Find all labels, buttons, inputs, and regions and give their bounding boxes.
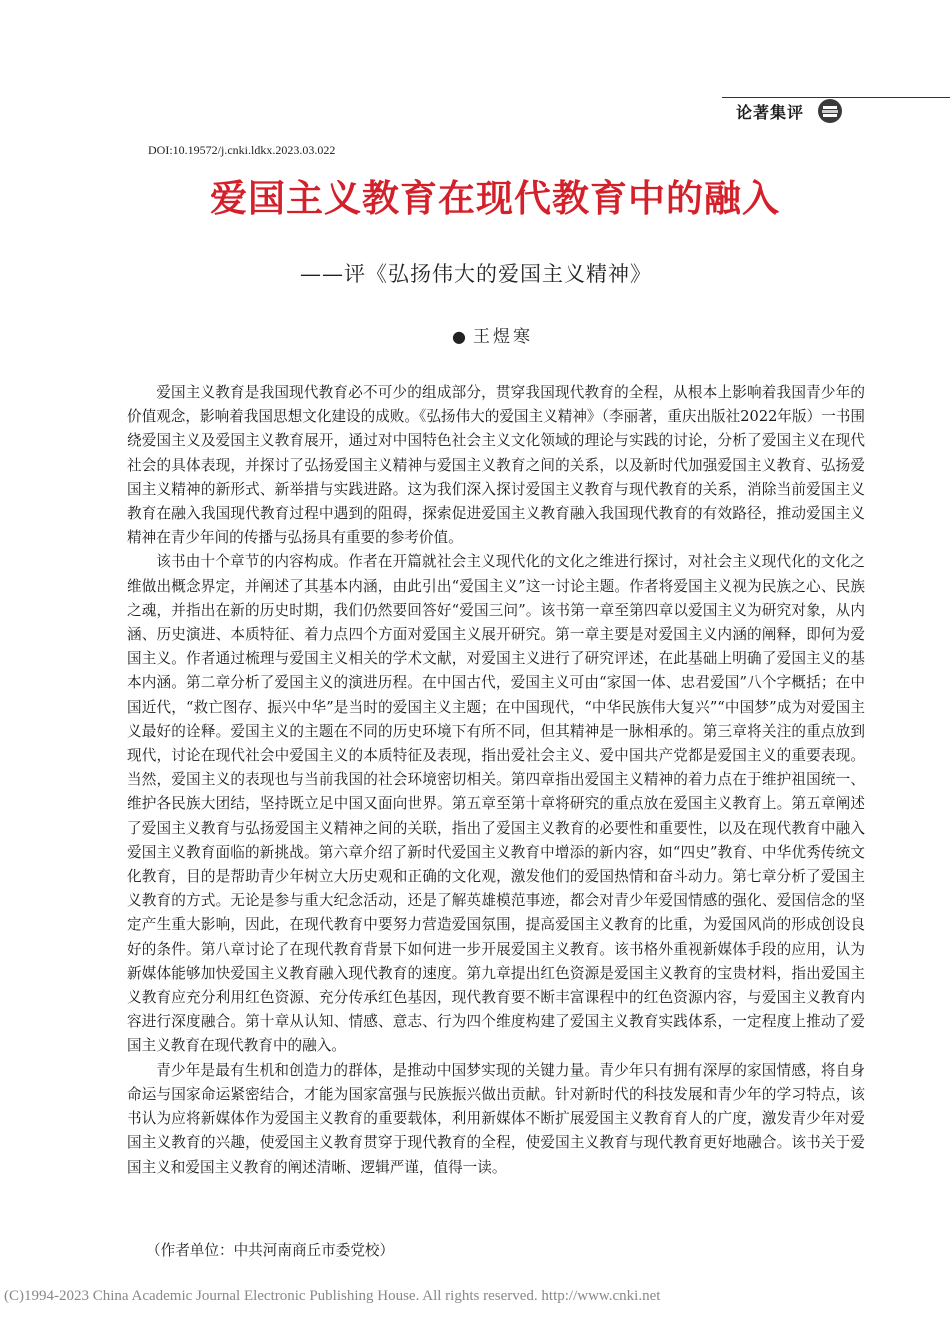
bullet-icon: ● — [452, 327, 469, 346]
paragraph-3: 青少年是最有生机和创造力的群体，是推动中国梦实现的关键力量。青少年只有拥有深厚的家国情感，将自身命运与国家命运紧密结合，才能为国家富强与民族振兴做出贡献。针对新时代的科技发展和青少年的学习特点，该书认为应将新媒体作为爱国主义教育的重要载体，利用新媒体不断扩展爱国主义教育育人的广度，激发青少年对爱国主义教育的兴趣，使爱国主义教育贯穿于现代教育的全程，使爱国主义教育与现代教育更好地融合。该书关于爱国主义和爱国主义教育的阐述清晰、逻辑严谨，值得一读。 — [127, 1061, 865, 1176]
paragraph-1: 爱国主义教育是我国现代教育必不可少的组成部分，贯穿我国现代教育的全程，从根本上影响着我国青少年的价值观念，影响着我国思想文化建设的成败。《弘扬伟大的爱国主义精神》（李丽著，重庆出版社2022年版）一书围绕爱国主义及爱国主义教育展开，通过对中国特色社会主义文化领域的理论与实践的讨论，分析了爱国主义在现代社会的具体表现，并探讨了弘扬爱国主义精神与爱国主义教育之间的关系，以及新时代加强爱国主义教育、弘扬爱国主义精神的新形式、新举措与实践进路。这为我们深入探讨爱国主义教育与现代教育的关系，消除当前爱国主义教育在融入我国现代教育过程中遇到的阻碍，探索促进爱国主义教育融入我国现代教育的有效路径，推动爱国主义精神在青少年间的传播与弘扬具有重要的参考价值。 — [127, 384, 865, 547]
paragraph-2: 该书由十个章节的内容构成。作者在开篇就社会主义现代化的文化之维进行探讨，对社会主义现代化的文化之维做出概念界定，并阐述了其基本内涵，由此引出“爱国主义”这一讨论主题。作者将爱国主义视为民族之心、民族之魂，并指出在新的历史时期，我们仍然要回答好“爱国三问”。该书第一章至第四章以爱国主义为研究对象，从内涵、历史演进、本质特征、着力点四个方面对爱国主义展开研究。第一章主要是对爱国主义内涵的阐释，即何为爱国主义。作者通过梳理与爱国主义相关的学术文献，对爱国主义进行了研究评述，在此基础上明确了爱国主义的基本内涵。第二章分析了爱国主义的演进历程。在中国古代，爱国主义可由“家国一体、忠君爱国”八个字概括；在中国近代，“救亡图存、振兴中华”是当时的爱国主义主题；在中国现代，“中华民族伟大复兴”“中国梦”成为对爱国主义最好的诠释。爱国主义的主题在不同的历史环境下有所不同，但其精神是一脉相承的。第三章将关注的重点放到现代，讨论在现代社会中爱国主义的本质特征及表现，指出爱社会主义、爱中国共产党都是爱国主义的重要表现。当然，爱国主义的表现也与当前我国的社会环境密切相关。第四章指出爱国主义精神的着力点在于维护祖国统一、维护各民族大团结，坚持既立足中国又面向世界。第五章至第十章将研究的重点放在爱国主义教育上。第五章阐述了爱国主义教育与弘扬爱国主义精神之间的关联，指出了爱国主义教育的必要性和重要性，以及在现代教育中融入爱国主义教育面临的新挑战。第六章介绍了新时代爱国主义教育中增添的新内容，如“四史”教育、中华优秀传统文化教育，目的是帮助青少年树立大历史观和正确的文化观，激发他们的爱国热情和奋斗动力。第七章分析了爱国主义教育的方式。无论是参与重大纪念活动，还是了解英雄模范事迹，都会对青少年爱国情感的强化、爱国信念的坚定产生重大影响，因此，在现代教育中要努力营造爱国氛围，提高爱国主义教育的比重，为爱国风尚的形成创设良好的条件。第八章讨论了在现代教育背景下如何进一步开展爱国主义教育。该书格外重视新媒体手段的应用，认为新媒体能够加快爱国主义教育融入现代教育的速度。第九章提出红色资源是爱国主义教育的宝贵材料，指出爱国主义教育应充分利用红色资源、充分传承红色基因，现代教育要不断丰富课程中的红色资源内容，与爱国主义教育内容进行深度融合。第十章从认知、情感、意志、行为四个维度构建了爱国主义教育实践体系，一定程度上推动了爱国主义教育在现代教育中的融入。 — [127, 553, 865, 1055]
copyright-footer: (C)1994-2023 China Academic Journal Electronic Publishing House. All rights reserved. http://www.cnki.net — [4, 1288, 661, 1304]
author-name: 王煜寒 — [472, 327, 533, 347]
author-line — [452, 322, 533, 347]
doi-label: DOI:10.19572/j.cnki.ldkx.2023.03.022 — [148, 143, 336, 157]
article-body — [127, 381, 865, 1180]
author-affiliation: （作者单位：中共河南商丘市委党校） — [146, 1242, 395, 1259]
book-stack-icon — [816, 98, 844, 124]
article-title: 爱国主义教育在现代教育中的融入 — [210, 176, 780, 220]
section-label: 论著集评 — [736, 103, 805, 122]
article-subtitle: ——评《弘扬伟大的爱国主义精神》 — [300, 262, 652, 286]
